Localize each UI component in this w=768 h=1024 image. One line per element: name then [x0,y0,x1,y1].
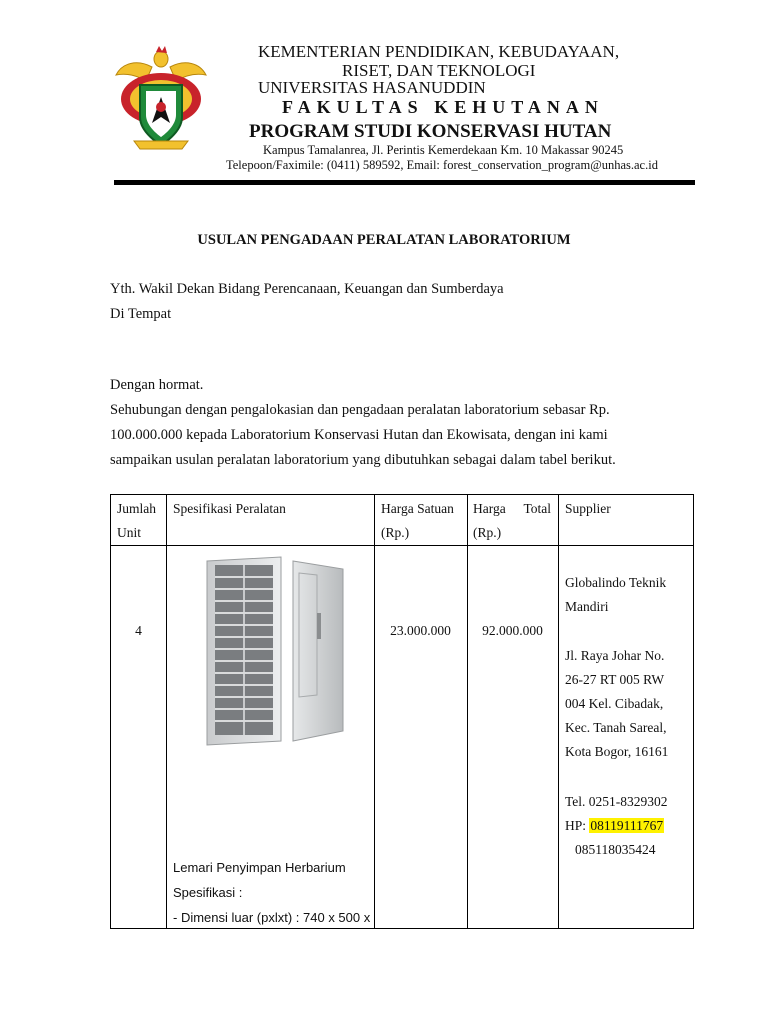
supplier-address-line: 004 Kel. Cibadak, [565,696,664,711]
university-crest-icon [112,45,210,153]
addressee-location: Di Tempat [110,306,172,322]
spec-label: Spesifikasi : [173,885,243,900]
row-total: 92.000.000 [482,623,543,638]
supplier-name-line1: Globalindo Teknik [565,575,667,590]
header-unit-price-line1: Harga Satuan [381,501,454,516]
header-total [473,497,551,545]
body-paragraph-line: 100.000.000 kepada Laboratorium Konservasi Hutan dan Ekowisata, dengan ini kami [110,427,608,443]
campus-address: Kampus Tamalanrea, Jl. Perintis Kemerdekaan Km. 10 Makassar 90245 [263,143,624,157]
mobile-label: HP: [565,818,590,833]
header-divider [111,545,693,546]
column-divider [467,495,468,928]
equipment-table [110,494,694,929]
supplier-address-line: 26-27 RT 005 RW [565,672,665,687]
header-qty [117,497,156,545]
document-title: USULAN PENGADAAN PERALATAN LABORATORIUM [197,232,571,248]
letterhead-divider [114,180,695,185]
row-qty: 4 [135,623,142,638]
body-paragraph-line: Sehubungan dengan pengalokasian dan pengadaan peralatan laboratorium sebasar Rp. [110,402,610,418]
supplier-telephone: Tel. 0251-8329302 [565,794,668,809]
greeting: Dengan hormat. [110,377,204,393]
ministry-name-line1: KEMENTERIAN PENDIDIKAN, KEBUDAYAAN, [258,42,620,61]
supplier-address-line: Kec. Tanah Sareal, [565,720,667,735]
header-total-word1: Harga [473,501,506,516]
ministry-name-line2: RISET, DAN TEKNOLOGI [342,61,536,80]
faculty-name: FAKULTAS KEHUTANAN [282,97,604,117]
header-qty-line1: Jumlah [117,501,156,516]
header-total-word2: Total [523,501,551,516]
header-supplier: Supplier [565,501,611,516]
program-name: PROGRAM STUDI KONSERVASI HUTAN [249,121,612,142]
supplier-name-line2: Mandiri [565,599,609,614]
supplier-mobile-alt: 085118035424 [575,842,656,857]
header-unit-price [381,497,454,545]
supplier-mobile [565,814,664,838]
header-spec: Spesifikasi Peralatan [173,501,286,516]
herbarium-cabinet-image [199,555,359,751]
spec-dimension: - Dimensi luar (pxlxt) : 740 x 500 x [173,910,371,925]
item-name: Lemari Penyimpan Herbarium [173,860,346,875]
column-divider [558,495,559,928]
header-unit-price-line2: (Rp.) [381,525,410,540]
addressee-line: Yth. Wakil Dekan Bidang Perencanaan, Keuangan dan Sumberdaya [110,281,504,297]
header-qty-line2: Unit [117,525,142,540]
supplier-address-line: Jl. Raya Johar No. [565,648,665,663]
contact-info: Telepoon/Faximile: (0411) 589592, Email: forest_conservation_program@unhas.ac.id [226,158,658,172]
body-paragraph-line: sampaikan usulan peralatan laboratorium yang dibutuhkan sebagai dalam tabel berikut. [110,452,616,468]
header-total-line2: (Rp.) [473,525,502,540]
university-name: UNIVERSITAS HASANUDDIN [258,78,486,97]
row-unit-price: 23.000.000 [390,623,451,638]
column-divider [374,495,375,928]
supplier-address-line: Kota Bogor, 16161 [565,744,669,759]
highlighted-mobile-number: 08119111767 [590,818,664,833]
column-divider [166,495,167,928]
